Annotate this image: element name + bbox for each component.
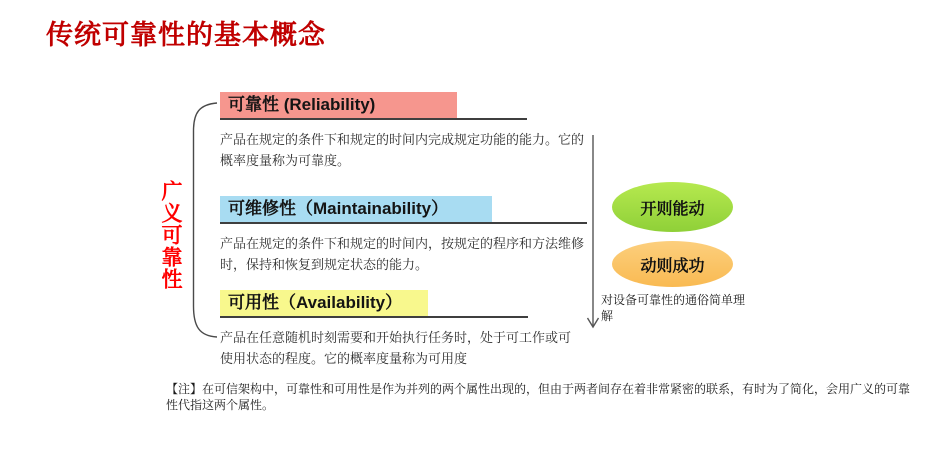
footnote: 【注】在可信架构中，可靠性和可用性是作为并列的两个属性出现的，但由于两者间存在着非常紧密的联系，有时为了简化，会用广义的可靠性代指这两个属性。 bbox=[166, 382, 911, 412]
section-availability-header bbox=[220, 290, 528, 318]
bubble-works-when-on: 开则能动 bbox=[612, 182, 733, 232]
section-reliability-title: 可靠性 (Reliability) bbox=[220, 92, 457, 118]
section-maintainability-header bbox=[220, 196, 587, 224]
broad-reliability-label: 广义可靠性 bbox=[159, 180, 182, 290]
section-reliability-header bbox=[220, 92, 527, 120]
arrow-caption: 对设备可靠性的通俗简单理解 bbox=[601, 293, 746, 323]
section-reliability bbox=[220, 92, 600, 171]
section-availability bbox=[220, 290, 600, 369]
bubble-succeeds-when-run: 动则成功 bbox=[612, 241, 733, 287]
section-maintainability bbox=[220, 196, 600, 275]
section-maintainability-body: 产品在规定的条件下和规定的时间内，按规定的程序和方法维修时，保持和恢复到规定状态的能力。 bbox=[220, 236, 585, 272]
left-brace-shape bbox=[194, 103, 218, 337]
section-maintainability-title: 可维修性（Maintainability） bbox=[220, 196, 492, 222]
section-availability-body: 产品在任意随机时刻需要和开始执行任务时，处于可工作或可使用状态的程度。它的概率度量称为可用度 bbox=[220, 330, 572, 366]
page-title: 传统可靠性的基本概念 bbox=[46, 20, 326, 50]
section-reliability-body: 产品在规定的条件下和规定的时间内完成规定功能的能力。它的概率度量称为可靠度。 bbox=[220, 132, 585, 168]
section-availability-title: 可用性（Availability） bbox=[220, 290, 428, 316]
